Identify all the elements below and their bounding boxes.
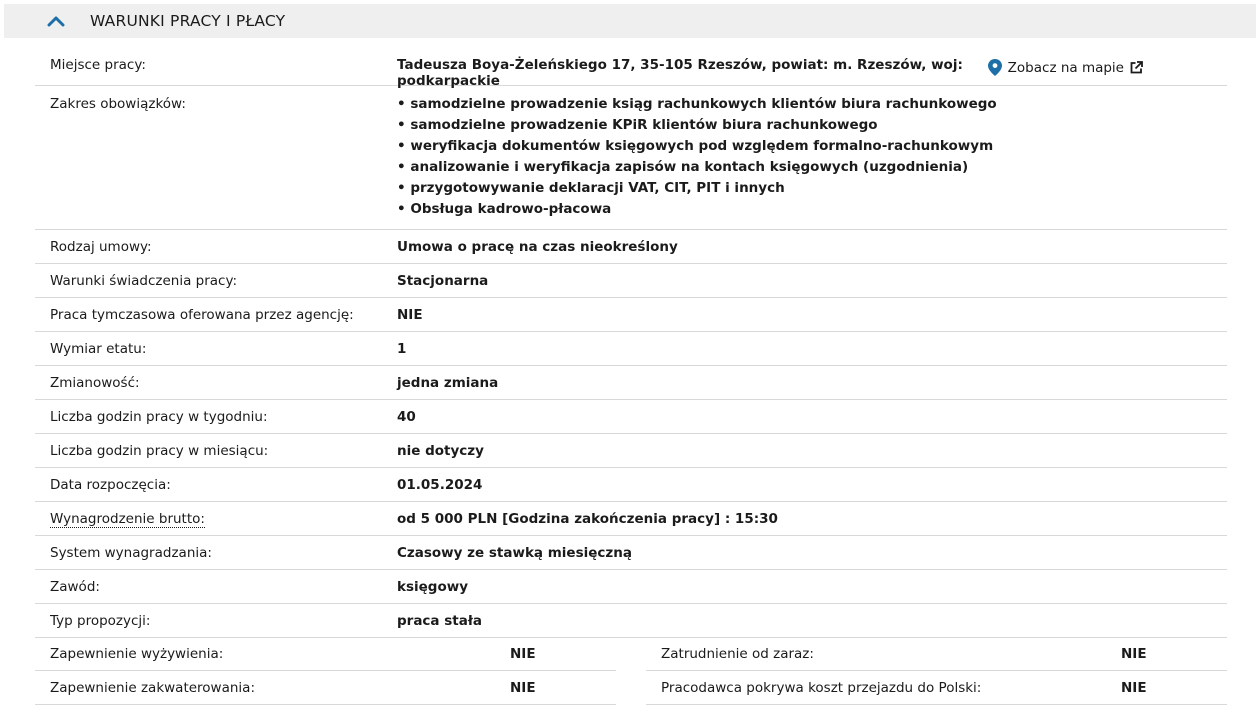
duty-item: • przygotowywanie deklaracji VAT, CIT, PIT i innych	[397, 180, 1227, 201]
table-row	[35, 264, 1227, 298]
table-row	[35, 400, 1227, 434]
table-row-salary	[35, 502, 1227, 536]
row-label: Warunki świadczenia pracy:	[50, 272, 238, 289]
row-value: praca stała	[397, 612, 482, 629]
salary-label-tooltip[interactable]: Wynagrodzenie brutto:	[50, 510, 205, 527]
row-label: Typ propozycji:	[50, 612, 151, 629]
row-label: Miejsce pracy:	[50, 57, 146, 73]
row-label: Zapewnienie wyżywienia:	[50, 645, 224, 662]
row-value: nie dotyczy	[397, 442, 484, 459]
additional-info	[35, 637, 1227, 705]
table-row-location	[35, 47, 1227, 89]
row-label: System wynagradzania:	[50, 544, 212, 561]
table-row	[35, 671, 616, 705]
row-value: Tadeusza Boya-Żeleńskiego 17, 35-105 Rzeszów, powiat: m. Rzeszów, woj: podkarpackie	[397, 57, 963, 89]
map-link[interactable]	[988, 59, 1143, 76]
row-value: jedna zmiana	[397, 374, 499, 391]
table-row	[35, 570, 1227, 604]
row-value: NIE	[510, 679, 536, 696]
table-row	[35, 637, 616, 671]
map-pin-icon	[988, 59, 1002, 76]
row-value: 01.05.2024	[397, 476, 483, 493]
row-value: księgowy	[397, 578, 469, 595]
row-label: Zawód:	[50, 578, 100, 595]
row-label: Zmianowość:	[50, 374, 140, 391]
duty-item: • samodzielne prowadzenie KPiR klientów biura rachunkowego	[397, 117, 1227, 138]
table-row	[35, 536, 1227, 570]
map-link-label[interactable]: Zobacz na mapie	[1007, 59, 1124, 76]
row-label: Pracodawca pokrywa koszt przejazdu do Polski:	[661, 679, 982, 696]
row-value: NIE	[1121, 679, 1147, 696]
table-row	[646, 671, 1227, 705]
chevron-up-icon[interactable]	[45, 10, 67, 32]
duty-item: • Obsługa kadrowo-płacowa	[397, 201, 1227, 222]
row-label: Data rozpoczęcia:	[50, 476, 171, 493]
row-label: Zapewnienie zakwaterowania:	[50, 679, 255, 696]
table-row	[35, 230, 1227, 264]
row-value: NIE	[1121, 645, 1147, 662]
row-value: NIE	[397, 306, 423, 323]
additional-info-right	[646, 637, 1227, 705]
table-row	[35, 604, 1227, 638]
table-row	[35, 434, 1227, 468]
row-value: Czasowy ze stawką miesięczną	[397, 544, 632, 561]
row-label: Liczba godzin pracy w miesiącu:	[50, 442, 269, 459]
table-row	[35, 298, 1227, 332]
row-value: NIE	[510, 645, 536, 662]
duty-item: • analizowanie i weryfikacja zapisów na kontach księgowych (uzgodnienia)	[397, 159, 1227, 180]
row-value: Stacjonarna	[397, 272, 489, 289]
row-value: 1	[397, 340, 407, 357]
row-label: Wymiar etatu:	[50, 340, 147, 357]
row-label: Praca tymczasowa oferowana przez agencję:	[50, 306, 354, 323]
table-row	[35, 332, 1227, 366]
table-row	[35, 468, 1227, 502]
section-title: WARUNKI PRACY I PŁACY	[90, 12, 286, 30]
row-value: Umowa o pracę na czas nieokreślony	[397, 238, 678, 255]
section-header[interactable]	[4, 4, 1256, 38]
row-value: od 5 000 PLN [Godzina zakończenia pracy] : 15:30	[397, 510, 778, 527]
duty-item: • weryfikacja dokumentów księgowych pod względem formalno-rachunkowym	[397, 138, 1227, 159]
row-label: Zatrudnienie od zaraz:	[661, 645, 814, 662]
details-table	[35, 47, 1227, 638]
row-label: Rodzaj umowy:	[50, 238, 152, 255]
duty-item: • samodzielne prowadzenie ksiąg rachunkowych klientów biura rachunkowego	[397, 96, 1227, 117]
table-row-duties	[35, 86, 1227, 230]
additional-info-left	[35, 637, 616, 705]
duty-list	[397, 96, 1227, 222]
row-label: Zakres obowiązków:	[50, 96, 186, 112]
row-value: 40	[397, 408, 416, 425]
row-label	[35, 511, 397, 527]
external-link-icon	[1130, 61, 1143, 74]
table-row	[646, 637, 1227, 671]
row-label: Liczba godzin pracy w tygodniu:	[50, 408, 268, 425]
table-row	[35, 366, 1227, 400]
